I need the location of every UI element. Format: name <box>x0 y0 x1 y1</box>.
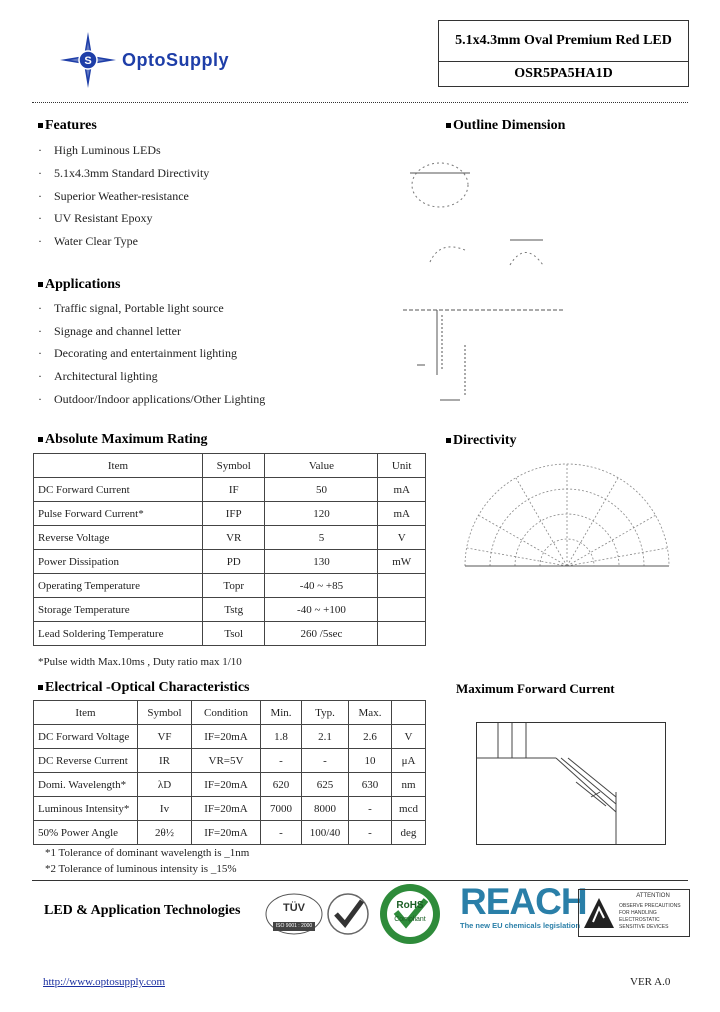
application-item: · Signage and channel letter <box>38 324 181 338</box>
cell-item: 50% Power Angle <box>34 821 138 845</box>
abs-max-table <box>33 453 426 646</box>
footer-rule <box>32 880 688 881</box>
star-logo-icon <box>58 30 118 90</box>
cell-typ: 100/40 <box>302 821 349 845</box>
table-header-row <box>34 454 426 478</box>
application-item: · Traffic signal, Portable light source <box>38 301 224 315</box>
reach-text: REACH <box>460 881 587 922</box>
brand-logo <box>58 30 273 90</box>
attention-line: ELECTROSTATIC <box>619 917 660 923</box>
header-rule <box>32 102 688 103</box>
feature-item: · High Luminous LEDs <box>38 143 161 157</box>
table-row <box>34 478 426 502</box>
title-box <box>438 20 689 87</box>
cell-item: Domi. Wavelength* <box>34 773 138 797</box>
cell-symbol: VR <box>202 526 265 550</box>
table-row <box>34 749 426 773</box>
cell-unit: V <box>392 725 426 749</box>
cell-condition: IF=20mA <box>192 725 261 749</box>
esd-attention-box <box>578 889 690 937</box>
cell-min: 1.8 <box>261 725 302 749</box>
cell-condition: IF=20mA <box>192 797 261 821</box>
cell-symbol: Topr <box>202 574 265 598</box>
attention-line: FOR HANDLING <box>619 910 657 916</box>
cell-value: 5 <box>265 526 378 550</box>
col-value: Value <box>265 454 378 478</box>
electrical-heading: Electrical -Optical Characteristics <box>38 680 249 696</box>
cell-max: - <box>349 821 392 845</box>
iso-text: ISO 9001 : 2000 <box>275 923 313 929</box>
table-row <box>34 574 426 598</box>
cell-value: 50 <box>265 478 378 502</box>
cell-unit <box>378 598 426 622</box>
max-forward-heading: Maximum Forward Current <box>456 681 615 696</box>
reach-logo <box>460 881 587 935</box>
rohs-logo <box>378 882 442 946</box>
cell-unit: mcd <box>392 797 426 821</box>
tuv-logo <box>265 893 323 935</box>
rohs-text: RoHS <box>396 900 424 911</box>
col-typ: Typ. <box>302 701 349 725</box>
col-symbol: Symbol <box>202 454 265 478</box>
cell-symbol: IFP <box>202 502 265 526</box>
product-title: 5.1x4.3mm Oval Premium Red LED <box>439 21 688 62</box>
cell-unit: deg <box>392 821 426 845</box>
max-forward-chart <box>476 722 666 845</box>
svg-text:S: S <box>84 55 92 67</box>
table-row <box>34 550 426 574</box>
col-item: Item <box>34 701 138 725</box>
cell-symbol: Tsol <box>202 622 265 646</box>
rohs-sub-text: Compliant <box>394 916 426 923</box>
cell-item: DC Forward Current <box>34 478 203 502</box>
version-label: VER A.0 <box>630 976 671 988</box>
cell-value: -40 ~ +85 <box>265 574 378 598</box>
table-row <box>34 725 426 749</box>
electrical-note-1: *1 Tolerance of dominant wavelength is _1nm <box>45 847 250 859</box>
cell-item: Storage Temperature <box>34 598 203 622</box>
table-row <box>34 622 426 646</box>
directivity-heading: Directivity <box>446 433 517 449</box>
cell-unit <box>378 574 426 598</box>
outline-drawing <box>395 140 575 410</box>
feature-item: · 5.1x4.3mm Standard Directivity <box>38 166 210 180</box>
table-row <box>34 821 426 845</box>
col-min: Min. <box>261 701 302 725</box>
feature-item: · UV Resistant Epoxy <box>38 211 153 225</box>
cell-typ: - <box>302 749 349 773</box>
cell-condition: IF=20mA <box>192 773 261 797</box>
cell-typ: 625 <box>302 773 349 797</box>
table-row <box>34 502 426 526</box>
features-heading: Features <box>38 118 97 134</box>
application-item: · Outdoor/Indoor applications/Other Lighting <box>38 392 266 406</box>
col-max: Max. <box>349 701 392 725</box>
cell-item: Reverse Voltage <box>34 526 203 550</box>
outline-heading: Outline Dimension <box>446 118 565 134</box>
cell-max: 2.6 <box>349 725 392 749</box>
check-badge-icon <box>326 892 370 936</box>
website-link[interactable]: http://www.optosupply.com <box>43 976 166 988</box>
feature-item: · Water Clear Type <box>38 234 138 248</box>
applications-heading: Applications <box>38 277 120 293</box>
cell-value: 120 <box>265 502 378 526</box>
cell-unit: μA <box>392 749 426 773</box>
table-row <box>34 526 426 550</box>
cell-symbol: IR <box>138 749 192 773</box>
cell-item: Operating Temperature <box>34 574 203 598</box>
application-item: · Architectural lighting <box>38 369 158 383</box>
reach-sub-text: The new EU chemicals legislation <box>460 921 581 930</box>
brand-name: OptoSupply <box>122 50 229 70</box>
cell-unit: mA <box>378 502 426 526</box>
cell-max: - <box>349 797 392 821</box>
cell-typ: 2.1 <box>302 725 349 749</box>
attention-text: ATTENTION <box>636 893 670 899</box>
cell-unit <box>378 622 426 646</box>
footer-tagline: LED & Application Technologies <box>44 903 241 918</box>
col-unit <box>392 701 426 725</box>
cell-condition: VR=5V <box>192 749 261 773</box>
tuv-text: TÜV <box>283 902 305 914</box>
table-row <box>34 797 426 821</box>
col-condition: Condition <box>192 701 261 725</box>
cell-item: DC Forward Voltage <box>34 725 138 749</box>
esd-warning-icon <box>582 896 616 930</box>
cell-min: - <box>261 749 302 773</box>
cell-item: Luminous Intensity* <box>34 797 138 821</box>
cell-unit: mA <box>378 478 426 502</box>
cell-symbol: Tstg <box>202 598 265 622</box>
cell-unit: mW <box>378 550 426 574</box>
cell-min: - <box>261 821 302 845</box>
table-row <box>34 598 426 622</box>
cell-item: Lead Soldering Temperature <box>34 622 203 646</box>
cell-item: Power Dissipation <box>34 550 203 574</box>
cell-symbol: Iv <box>138 797 192 821</box>
table-header-row <box>34 701 426 725</box>
cell-max: 630 <box>349 773 392 797</box>
attention-line: SENSITIVE DEVICES <box>619 924 669 930</box>
directivity-chart <box>462 460 672 570</box>
application-item: · Decorating and entertainment lighting <box>38 346 237 360</box>
cell-symbol: PD <box>202 550 265 574</box>
electrical-note-2: *2 Tolerance of luminous intensity is _15% <box>45 863 237 875</box>
cell-typ: 8000 <box>302 797 349 821</box>
abs-max-note: *Pulse width Max.10ms , Duty ratio max 1/10 <box>38 656 242 668</box>
cell-item: Pulse Forward Current* <box>34 502 203 526</box>
col-item: Item <box>34 454 203 478</box>
cell-min: 7000 <box>261 797 302 821</box>
cell-max: 10 <box>349 749 392 773</box>
cell-unit: nm <box>392 773 426 797</box>
electrical-table <box>33 700 426 845</box>
abs-max-heading: Absolute Maximum Rating <box>38 432 208 448</box>
col-symbol: Symbol <box>138 701 192 725</box>
cell-unit: V <box>378 526 426 550</box>
attention-line: OBSERVE PRECAUTIONS <box>619 903 681 909</box>
table-row <box>34 773 426 797</box>
cell-item: DC Reverse Current <box>34 749 138 773</box>
part-number: OSR5PA5HA1D <box>514 66 613 81</box>
col-unit: Unit <box>378 454 426 478</box>
cell-value: 130 <box>265 550 378 574</box>
cell-symbol: VF <box>138 725 192 749</box>
cell-condition: IF=20mA <box>192 821 261 845</box>
feature-item: · Superior Weather-resistance <box>38 189 189 203</box>
cell-symbol: λD <box>138 773 192 797</box>
cell-symbol: IF <box>202 478 265 502</box>
cell-value: 260 /5sec <box>265 622 378 646</box>
cell-min: 620 <box>261 773 302 797</box>
cell-symbol: 2θ½ <box>138 821 192 845</box>
cell-value: -40 ~ +100 <box>265 598 378 622</box>
